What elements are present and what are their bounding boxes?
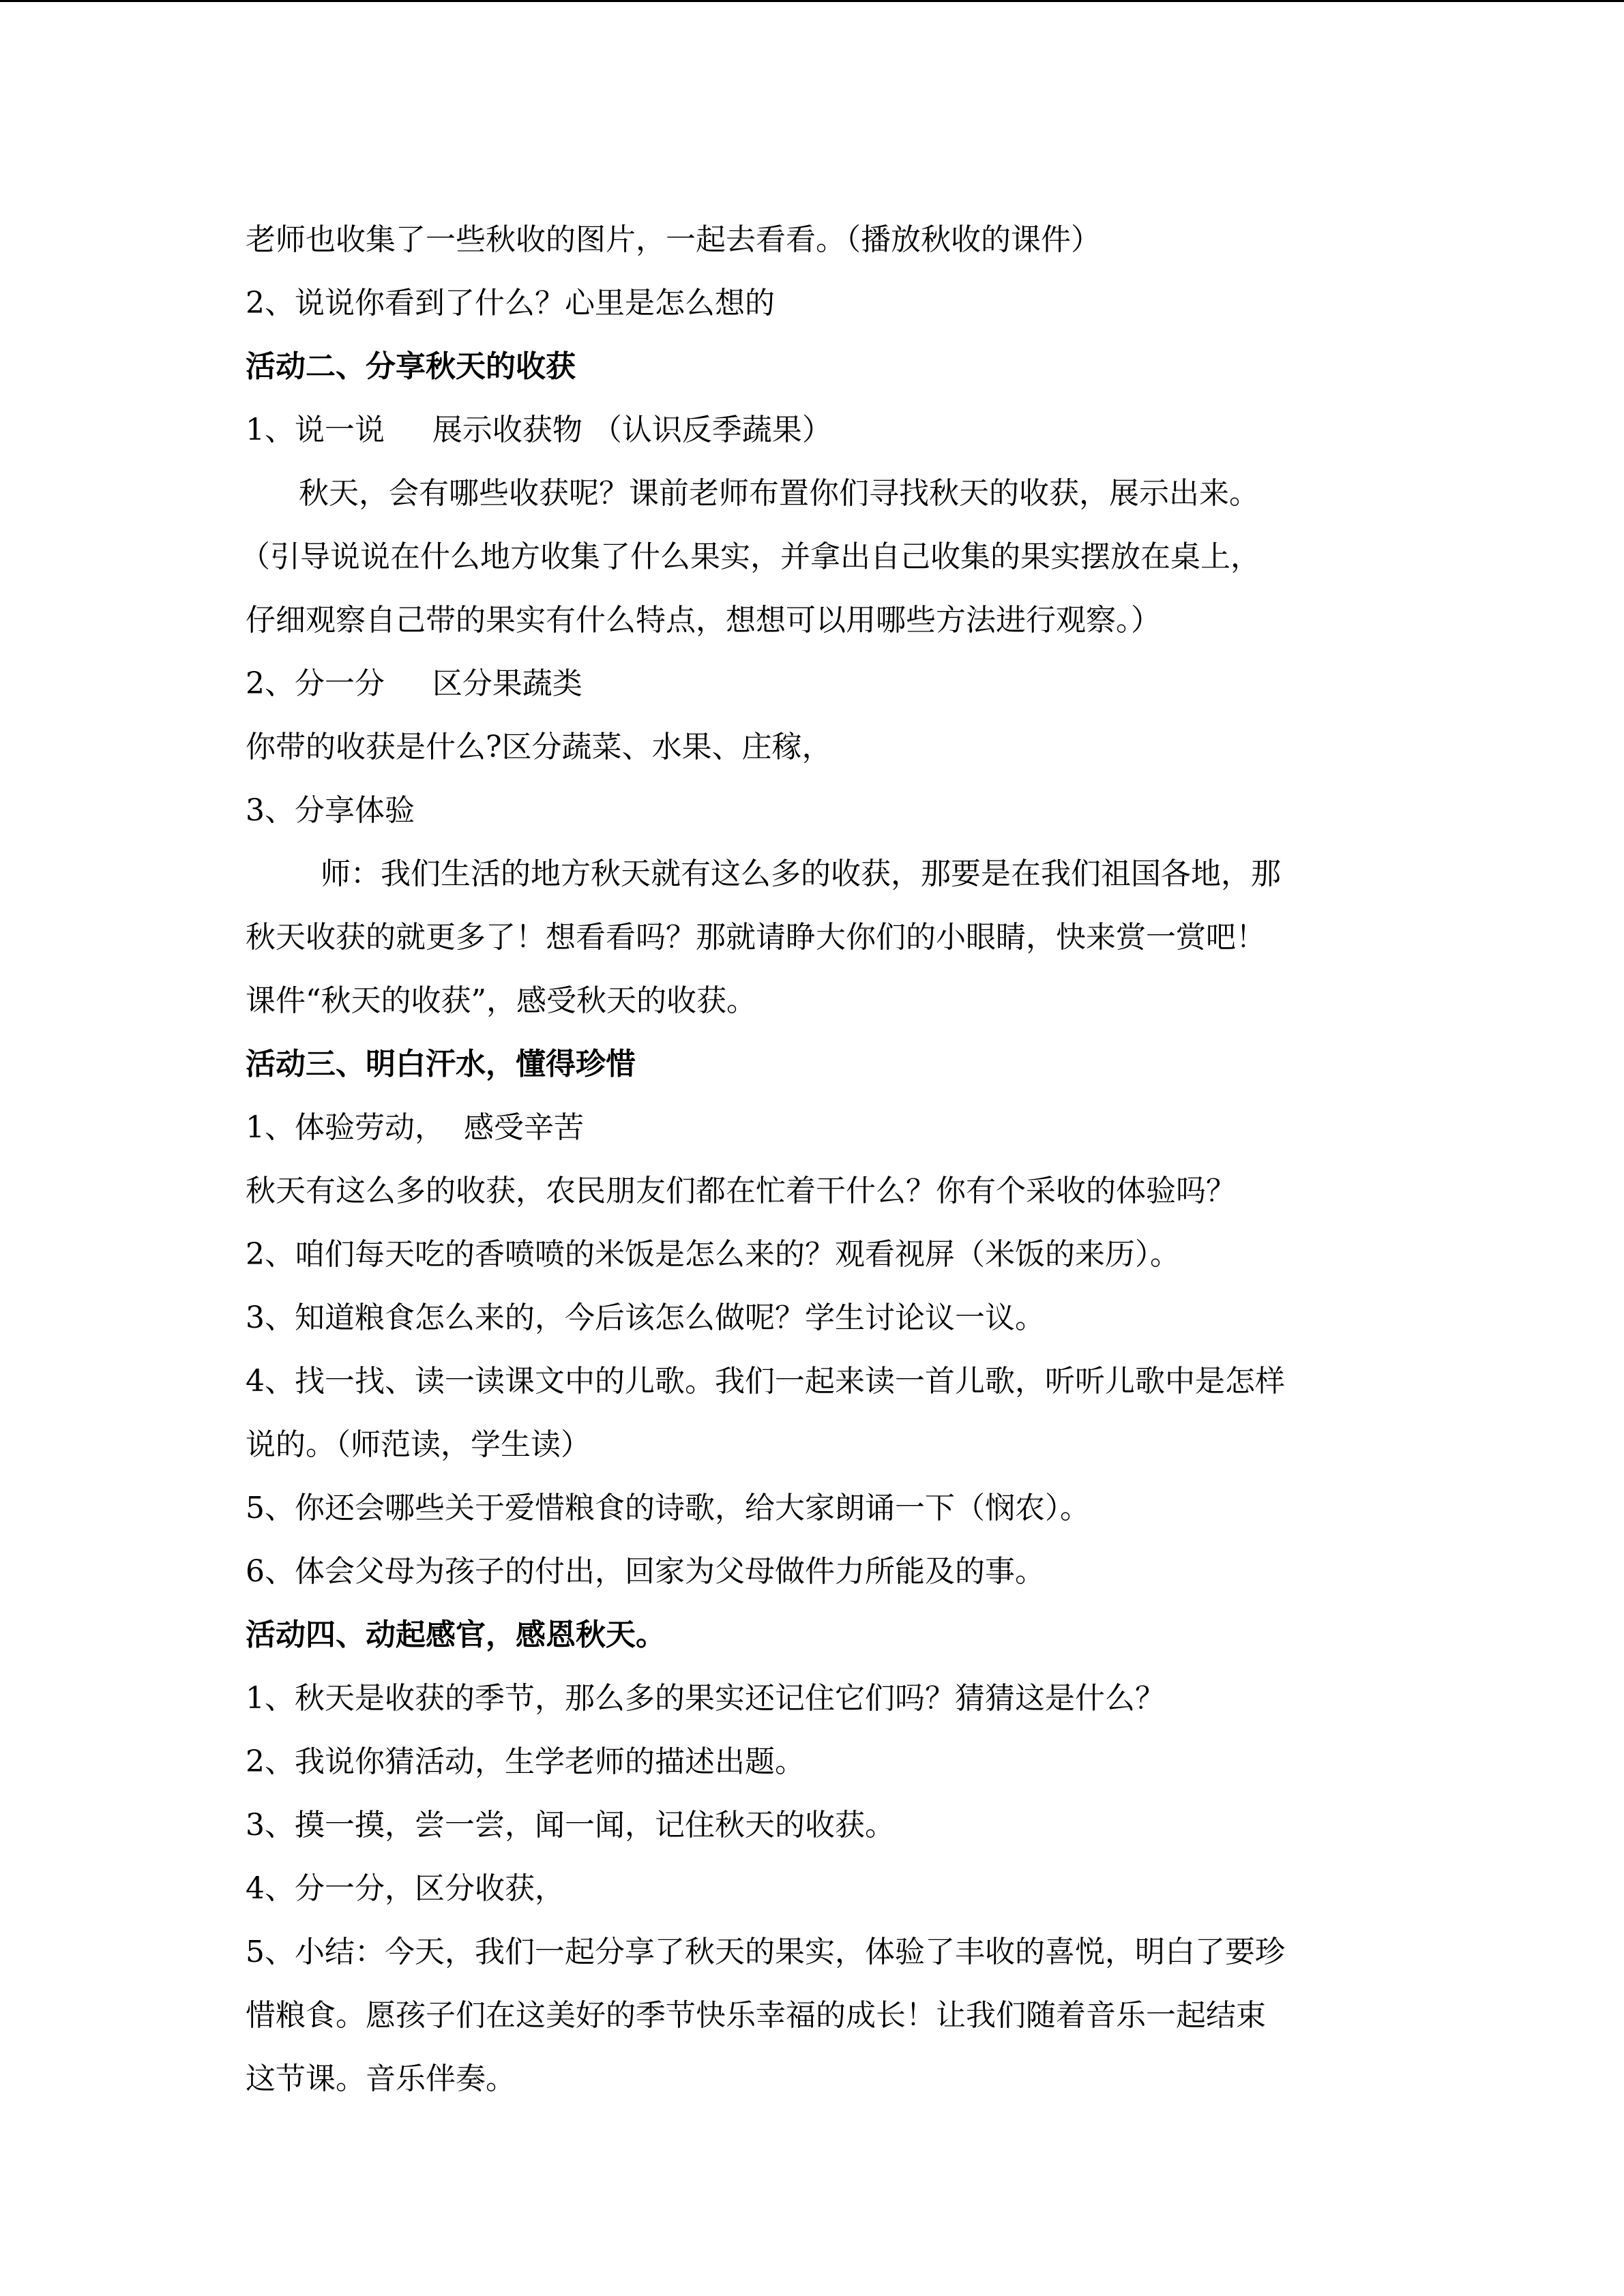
paragraph-line: 3、摸一摸，尝一尝，闻一闻，记住秋天的收获。 [246, 1808, 895, 1843]
paragraph-line: 3、知道粮食怎么来的，今后该怎么做呢？学生讨论议一议。 [246, 1300, 1045, 1335]
paragraph-line: 仔细观察自己带的果实有什么特点，想想可以用哪些方法进行观察。） [246, 603, 1161, 638]
document-body [240, 208, 1391, 2111]
paragraph-line: 5、小结：今天，我们一起分享了秋天的果实，体验了丰收的喜悦，明白了要珍 [246, 1935, 1285, 1969]
section-heading: 活动三、明白汗水，懂得珍惜 [246, 1047, 636, 1082]
paragraph-line: 1、体验劳动， 感受辛苦 [246, 1110, 584, 1145]
paragraph-line: 6、体会父母为孩子的付出，回家为父母做件力所能及的事。 [246, 1554, 1045, 1589]
paragraph-line: 老师也收集了一些秋收的图片，一起去看看。（播放秋收的课件） [246, 222, 1101, 257]
paragraph-line: 说的。（师范读，学生读） [246, 1427, 591, 1462]
paragraph-line: 你带的收获是什么?区分蔬菜、水果、庄稼， [246, 730, 832, 764]
paragraph-line: 秋天有这么多的收获，农民朋友们都在忙着干什么？你有个采收的体验吗？ [246, 1174, 1236, 1208]
paragraph-line: 惜粮食。愿孩子们在这美好的季节快乐幸福的成长！让我们随着音乐一起结束 [246, 1998, 1266, 2033]
paragraph-line: 这节课。音乐伴奏。 [246, 2061, 516, 2096]
paragraph-line: 秋天收获的就更多了！想看看吗？那就请睁大你们的小眼睛，快来赏一赏吧！ [246, 920, 1266, 955]
section-heading: 活动二、分享秋天的收获 [246, 349, 576, 384]
paragraph-line: 2、咱们每天吃的香喷喷的米饭是怎么来的？观看视屏（米饭的来历）。 [246, 1237, 1180, 1272]
paragraph-line: 4、找一找、读一读课文中的儿歌。我们一起来读一首儿歌，听听儿歌中是怎样 [246, 1364, 1285, 1399]
page-top-border [0, 0, 1624, 2]
paragraph-line: 2、分一分 区分果蔬类 [246, 666, 582, 701]
paragraph-line: 4、分一分，区分收获， [246, 1871, 565, 1906]
paragraph-line: （引导说说在什么地方收集了什么果实，并拿出自己收集的果实摆放在桌上， [240, 539, 1260, 574]
paragraph-line: 3、分享体验 [246, 793, 415, 828]
paragraph-line: 1、秋天是收获的季节，那么多的果实还记住它们吗？猜猜这是什么？ [246, 1681, 1165, 1716]
paragraph-line: 秋天，会有哪些收获呢？课前老师布置你们寻找秋天的收获，展示出来。 [299, 476, 1259, 511]
paragraph-line: 1、说一说 展示收获物 （认识反季蔬果） [246, 413, 832, 447]
paragraph-line: 2、说说你看到了什么？心里是怎么想的 [246, 286, 775, 320]
paragraph-line: 2、我说你猜活动，生学老师的描述出题。 [246, 1744, 805, 1779]
paragraph-line: 师：我们生活的地方秋天就有这么多的收获，那要是在我们祖国各地，那 [321, 856, 1281, 891]
section-heading: 活动四、动起感官，感恩秋天。 [246, 1617, 666, 1652]
paragraph-line: 5、你还会哪些关于爱惜粮食的诗歌，给大家朗诵一下（悯农）。 [246, 1491, 1090, 1525]
paragraph-line: 课件“秋天的收获”，感受秋天的收获。 [246, 983, 756, 1018]
